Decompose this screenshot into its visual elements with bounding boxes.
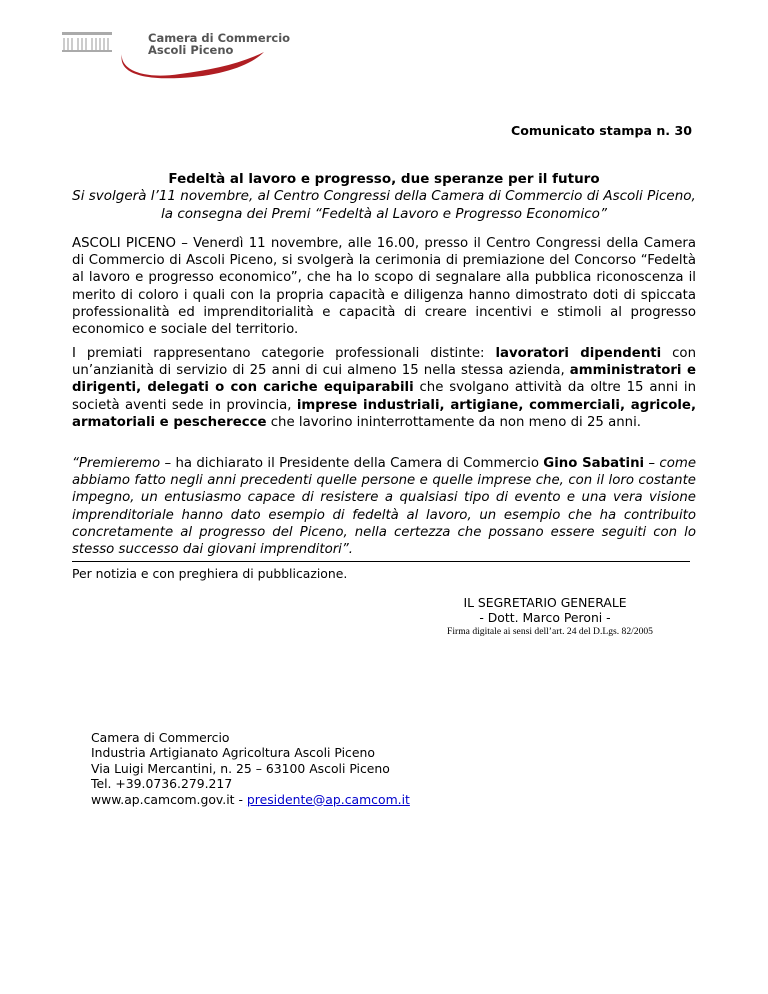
press-release-number: Comunicato stampa n. 30 <box>511 123 692 138</box>
email-link[interactable]: presidente@ap.camcom.it <box>246 791 410 807</box>
text-span: che lavorino ininterrottamente da non meno di 25 anni. <box>266 414 642 430</box>
text-span: – come abbiamo fatto negli anni precedenti quelle persone e quelle imprese che, con il loro costante impegno, un entusiasmo capace di resistere a qualsiasi tipo di evento e una vera visione imprenditoriale hanno dato esempio di fedeltà al lavoro, un esempio che ha contribuito concretamente al progresso del Piceno, nella certezza che possano essere seguiti con lo stesso successo dai giovani imprenditori”. <box>72 456 696 558</box>
bold-text: lavoratori dipendenti <box>495 346 662 361</box>
publication-notice: Per notizia e con preghiera di pubblicazione. <box>72 566 348 581</box>
footer-line: Industria Artigianato Agricoltura Ascoli Piceno <box>91 745 375 761</box>
text-span: con un’anzianità di servizio di 25 anni di cui almeno 15 nella stessa azienda, <box>72 346 696 379</box>
paragraph-categories <box>72 345 696 431</box>
bold-text: amministratori e dirigenti, delegati o con cariche equiparabili <box>72 363 696 396</box>
digital-signature-note: Firma digitale ai sensi dell’art. 24 del D.Lgs. 82/2005 <box>447 626 653 637</box>
footer-line: Camera di Commercio <box>91 730 230 745</box>
headline-title: Fedeltà al lavoro e progresso, due speranze per il futuro <box>168 171 600 187</box>
footer-contact <box>91 730 410 807</box>
website-text: www.ap.camcom.gov.it - <box>91 791 247 807</box>
headline-block <box>72 170 696 223</box>
signature-block <box>410 595 680 639</box>
bold-text: imprese industriali, artigiane, commerciali, agricole, armatoriali e pescherecce <box>72 397 696 430</box>
logo-line-1: Camera di Commercio <box>148 31 291 45</box>
president-name: Gino Sabatini <box>543 456 645 471</box>
paragraph-quote <box>72 455 696 558</box>
logo-line-2: Ascoli Piceno <box>148 43 234 57</box>
divider <box>72 561 690 562</box>
text-span: I premiati rappresentano categorie professionali distinte: <box>72 346 496 361</box>
footer-address: Via Luigi Mercantini, n. 25 – 63100 Ascoli Piceno <box>91 760 390 776</box>
headline-subtitle: Si svolgerà l’11 novembre, al Centro Congressi della Camera di Commercio di Ascoli Piceno, la consegna dei Premi “Fedeltà al Lavoro e Progresso Economico” <box>72 188 696 222</box>
text-span: che svolgano attività da oltre 15 anni in società aventi sede in provincia, <box>72 380 696 413</box>
text-span: – ha dichiarato il Presidente della Camera di Commercio <box>160 456 544 471</box>
paragraph-announcement: ASCOLI PICENO – Venerdì 11 novembre, alle 16.00, presso il Centro Congressi della Camera di Commercio di Ascoli Piceno, si svolgerà la cerimonia di premiazione del Concorso “Fedeltà al lavoro e progresso economico”, che ha lo scopo di segnalare alla pubblica riconoscenza il merito di coloro i quali con la propria capacità e diligenza hanno dimostrato doti di spiccata professionalità ed imprenditorialità e capacità di creare incentivi e stimoli al progresso economico e sociale del territorio. <box>72 236 696 338</box>
logo-text <box>148 32 290 56</box>
footer-phone: Tel. +39.0736.279.217 <box>91 776 233 792</box>
signatory-name: - Dott. Marco Peroni - <box>479 610 611 625</box>
footer-web-line <box>91 792 410 807</box>
text-span: “Premieremo <box>72 456 161 471</box>
signatory-role: IL SEGRETARIO GENERALE <box>463 595 627 610</box>
